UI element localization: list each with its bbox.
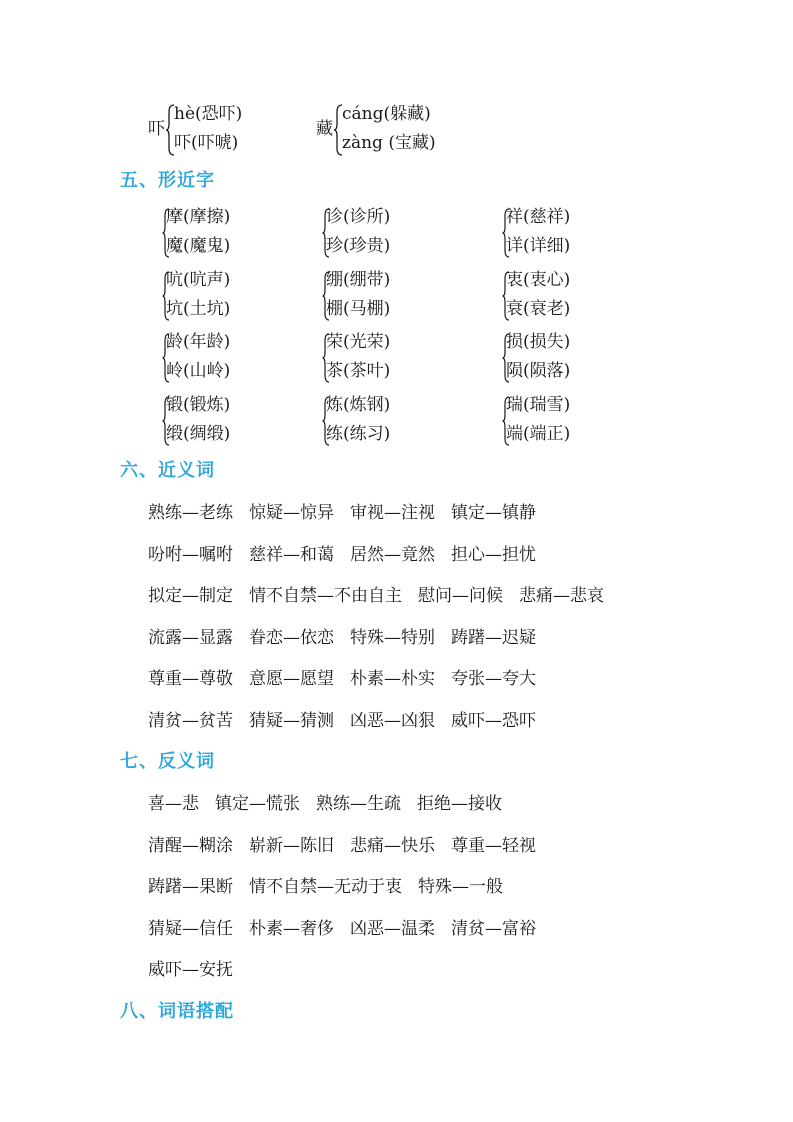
- section-heading-collocations: 八、词语搭配: [120, 1001, 234, 1022]
- polyphone-reading: zàng (宝藏): [342, 133, 436, 153]
- synonym-pair: 猜疑—猜测: [249, 710, 334, 731]
- polyphone-group-cang: [316, 102, 456, 156]
- antonym-pair: 熟练—生疏: [316, 794, 401, 814]
- synonym-line: [148, 545, 552, 565]
- section-heading-similar-chars: 五、形近字: [120, 170, 215, 191]
- synonym-line: [148, 586, 620, 606]
- similar-char-pair: [502, 331, 622, 385]
- antonym-pair: 镇定—慌张: [215, 794, 300, 814]
- antonym-pair: 崭新—陈旧: [249, 835, 334, 856]
- similar-char-pair: [322, 269, 442, 323]
- similar-char-item: 衰(衰老): [506, 299, 571, 319]
- antonym-pair: 朴素—奢侈: [249, 918, 334, 939]
- similar-char-item: 岭(山岭): [166, 361, 231, 381]
- antonym-pair: 猜疑—信任: [148, 918, 233, 939]
- antonym-pair: 悲痛—快乐: [350, 835, 435, 856]
- similar-char-item: 龄(年龄): [166, 332, 231, 352]
- similar-char-item: 缎(绸缎): [166, 424, 231, 444]
- similar-char-item: 诊(诊所): [326, 207, 391, 227]
- similar-char-item: 损(损失): [506, 332, 571, 352]
- synonym-pair: 踌躇—迟疑: [451, 627, 536, 648]
- similar-char-item: 炼(炼钢): [326, 395, 391, 415]
- similar-char-item: 茶(茶叶): [326, 361, 391, 381]
- similar-char-item: 衷(衷心): [506, 270, 571, 290]
- antonym-pair: 特殊—一般: [418, 877, 503, 897]
- similar-char-pair: [502, 206, 622, 260]
- synonym-pair: 眷恋—依恋: [249, 627, 334, 648]
- polyphone-reading: hè(恐吓): [174, 104, 243, 124]
- synonym-pair: 吩咐—嘱咐: [148, 544, 233, 565]
- synonym-pair: 夸张—夸大: [451, 669, 536, 689]
- polyphone-group-xia: [148, 102, 258, 156]
- similar-char-item: 详(详细): [506, 236, 571, 256]
- similar-char-pair: [162, 206, 282, 260]
- synonym-pair: 慰问—问候: [418, 586, 503, 606]
- similar-char-pair: [322, 331, 442, 385]
- synonym-pair: 拟定—制定: [148, 586, 233, 606]
- similar-char-item: 锻(锻炼): [166, 395, 231, 415]
- similar-char-pair: [322, 206, 442, 260]
- synonym-line: [148, 628, 552, 648]
- similar-char-item: 棚(马棚): [326, 299, 391, 319]
- synonym-pair: 流露—显露: [148, 627, 233, 648]
- antonym-line: [148, 960, 249, 980]
- antonym-line: [148, 836, 552, 856]
- antonym-pair: 清醒—糊涂: [148, 835, 233, 856]
- similar-char-item: 荣(光荣): [326, 332, 391, 352]
- similar-char-item: 坑(土坑): [166, 299, 231, 319]
- similar-char-item: 绷(绷带): [326, 270, 391, 290]
- synonym-pair: 特殊—特别: [350, 627, 435, 648]
- antonym-pair: 尊重—轻视: [451, 835, 536, 856]
- synonym-line: [148, 503, 552, 523]
- similar-char-pair: [162, 331, 282, 385]
- similar-char-item: 吭(吭声): [166, 270, 231, 290]
- similar-char-item: 陨(陨落): [506, 361, 571, 381]
- antonym-line: [148, 877, 519, 897]
- antonym-pair: 情不自禁—无动于衷: [249, 877, 402, 897]
- similar-char-item: 珍(珍贵): [326, 236, 391, 256]
- antonym-pair: 踌躇—果断: [148, 877, 233, 897]
- synonym-pair: 尊重—尊敬: [148, 669, 233, 689]
- polyphone-reading: 吓(吓唬): [174, 133, 239, 153]
- similar-char-pair: [322, 394, 442, 448]
- polyphone-reading: cáng(躲藏): [342, 104, 431, 124]
- synonym-pair: 凶恶—凶狠: [350, 710, 435, 731]
- similar-char-item: 魔(魔鬼): [166, 236, 231, 256]
- synonym-line: [148, 669, 552, 689]
- synonym-pair: 朴素—朴实: [350, 669, 435, 689]
- antonym-pair: 凶恶—温柔: [350, 918, 435, 939]
- section-heading-antonyms: 七、反义词: [120, 751, 215, 772]
- polyphone-char: 吓: [148, 119, 165, 139]
- similar-char-pair: [502, 394, 622, 448]
- synonym-pair: 居然—竟然: [350, 544, 435, 565]
- synonym-pair: 熟练—老练: [148, 503, 233, 523]
- synonym-pair: 悲痛—悲哀: [519, 586, 604, 606]
- polyphone-char: 藏: [316, 119, 333, 139]
- similar-char-item: 练(练习): [326, 424, 391, 444]
- similar-char-pair: [162, 269, 282, 323]
- antonym-line: [148, 919, 552, 939]
- synonym-pair: 意愿—愿望: [249, 669, 334, 689]
- similar-char-item: 瑞(瑞雪): [506, 395, 571, 415]
- synonym-pair: 担心—担忧: [451, 544, 536, 565]
- antonym-line: [148, 794, 518, 814]
- similar-char-item: 端(端正): [506, 424, 571, 444]
- synonym-pair: 镇定—镇静: [451, 503, 536, 523]
- antonym-pair: 喜—悲: [148, 794, 199, 814]
- similar-char-item: 摩(摩擦): [166, 207, 231, 227]
- antonym-pair: 威吓—安抚: [148, 960, 233, 980]
- antonym-pair: 清贫—富裕: [451, 918, 536, 939]
- similar-char-pair: [162, 394, 282, 448]
- synonym-pair: 情不自禁—不由自主: [249, 586, 402, 606]
- similar-char-pair: [502, 269, 622, 323]
- synonym-pair: 清贫—贫苦: [148, 710, 233, 731]
- synonym-line: [148, 711, 552, 731]
- synonym-pair: 威吓—恐吓: [451, 710, 536, 731]
- section-heading-synonyms: 六、近义词: [120, 460, 215, 481]
- similar-char-item: 祥(慈祥): [506, 207, 571, 227]
- synonym-pair: 惊疑—惊异: [249, 503, 334, 523]
- synonym-pair: 审视—注视: [350, 503, 435, 523]
- synonym-pair: 慈祥—和蔼: [249, 544, 334, 565]
- antonym-pair: 拒绝—接收: [417, 794, 502, 814]
